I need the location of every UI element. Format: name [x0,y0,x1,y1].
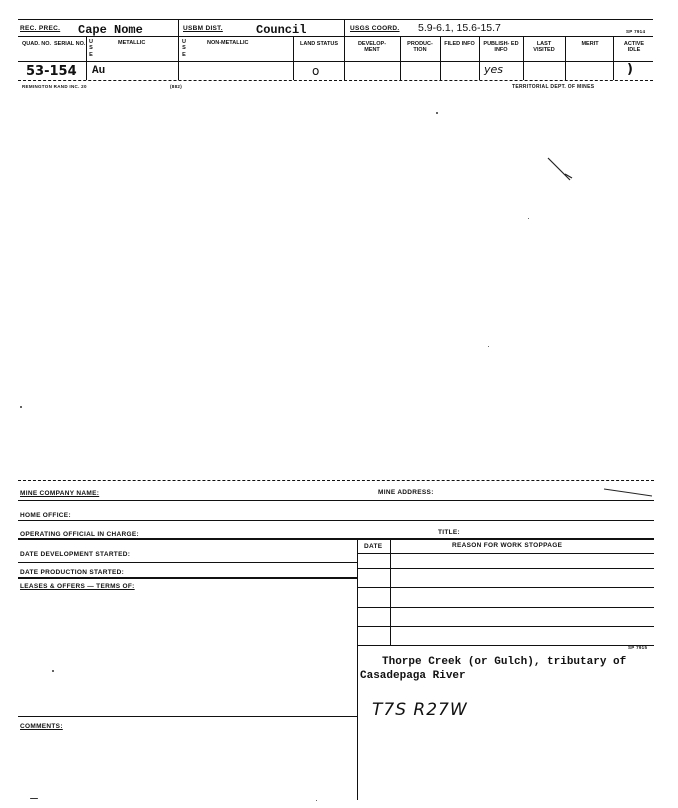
rec-prec-label: REC. PREC. [20,25,61,32]
township-range: T7S R27W [372,700,468,720]
rule-leases [18,716,358,717]
scan-speck [528,218,529,219]
reason-row-5 [357,645,654,646]
scan-speck [52,670,54,672]
scan-stroke [548,158,570,180]
date-development-label: DATE DEVELOPMENT STARTED: [20,551,131,558]
col-serial-no: SERIAL NO. [54,41,86,47]
col-active-idle: ACTIVE IDLE [623,41,645,54]
reason-row-2 [357,587,654,588]
date-column-divider [390,538,391,646]
title-label: TITLE: [438,529,461,536]
col-published-info: PUBLISH- ED INFO [483,41,519,54]
location-note: Thorpe Creek (or Gulch), tributary of Casadepaga River [360,656,627,682]
rule-date-dev [18,562,358,563]
reason-column-label: REASON FOR WORK STOPPAGE [452,542,563,549]
usbm-dist-value: Council [256,23,307,37]
usgs-coord-value: 5.9-6.1, 15.6-15.7 [418,22,501,34]
scan-speck [316,800,317,801]
metallic-value: Au [92,65,106,77]
col-filed-info: FILED INFO [444,41,475,47]
col-development: DEVELOP- MENT [357,41,387,54]
scan-speck [20,406,22,408]
operating-official-label: OPERATING OFFICIAL IN CHARGE: [20,531,139,538]
scan-speck [30,798,38,799]
col-production: PRODUC- TION [407,41,433,54]
scan-speck [436,112,438,114]
col-merit: MERIT [581,41,599,47]
reason-row-1 [357,568,654,569]
col-use-left: U S E [89,39,93,58]
col-last-visited: LAST VISITED [533,41,555,54]
rule-official [18,538,654,540]
usbm-dist-label: USBM DIST. [183,25,223,32]
col-quad-no: QUAD. NO. [22,41,52,47]
published-info-value: yes [484,63,504,76]
form-number-lower: SP 7915 [628,645,648,650]
col-metallic: METALLIC [118,40,146,46]
printer-imprint: REMINGTON RAND INC. 20 [22,84,87,89]
active-idle-value: ) [627,62,633,77]
printer-code: (882) [170,84,183,89]
form-number: SP 7914 [626,29,646,34]
col-use-right: U S E [182,39,186,58]
reason-row-4 [357,626,654,627]
col-non-metallic: NON-METALLIC [207,40,249,46]
quad-serial-value: 53-154 [26,64,77,79]
date-column-label: DATE [364,543,383,550]
col-land-status: LAND STATUS [300,41,338,47]
rec-prec-value: Cape Nome [78,23,143,37]
usgs-coord-label: USGS COORD. [350,25,400,32]
land-status-value: o [312,64,320,78]
rule-company [18,500,654,501]
leases-label: LEASES & OFFERS — TERMS OF: [20,583,135,590]
rule-date-prod [18,577,358,579]
rule-home-office [18,520,654,521]
right-panel-divider [357,538,358,800]
home-office-label: HOME OFFICE: [20,512,71,519]
mine-address-label: MINE ADDRESS: [378,489,434,496]
comments-label: COMMENTS: [20,723,63,730]
department-imprint: TERRITORIAL DEPT. OF MINES [512,84,595,90]
reason-header-rule [357,553,654,554]
mine-company-label: MINE COMPANY NAME: [20,490,100,497]
scan-stroke-lower [604,489,652,496]
scan-speck [488,346,489,347]
lower-card-top-border [18,480,654,481]
reason-row-3 [357,607,654,608]
date-production-label: DATE PRODUCTION STARTED: [20,569,125,576]
